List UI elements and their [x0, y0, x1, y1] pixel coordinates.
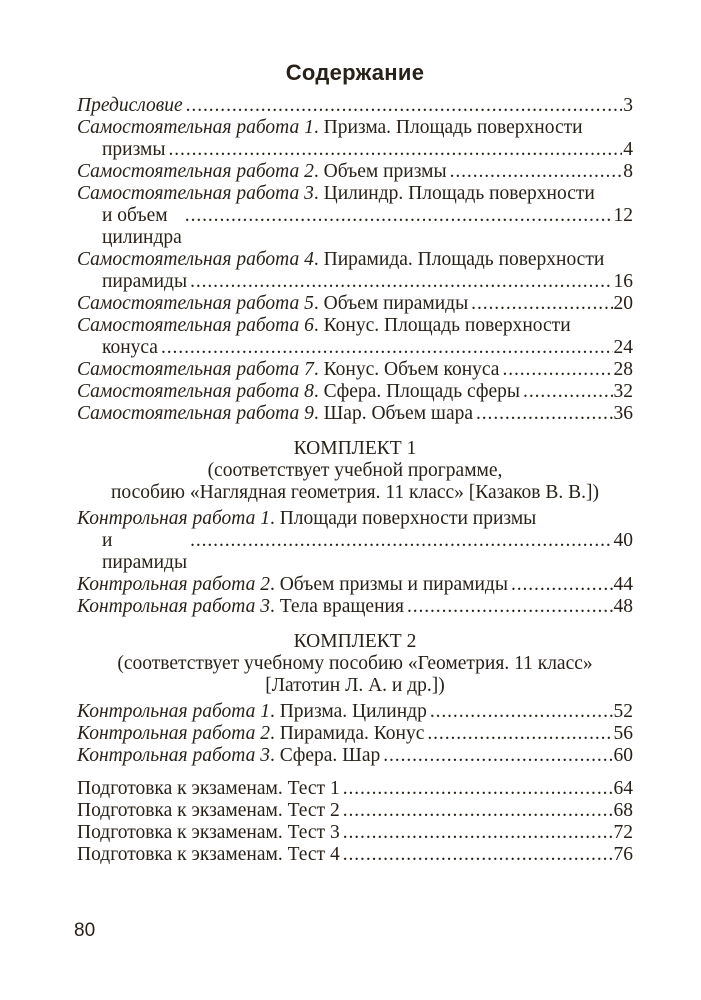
dotted-leader: [169, 139, 623, 161]
dotted-leader: [343, 822, 613, 844]
page-number-footer: 80: [74, 920, 96, 941]
entry-title-italic: Самостоятельная работа 2: [77, 161, 314, 182]
page-content: [77, 0, 633, 866]
toc-entry: [77, 381, 633, 403]
entry-title: [77, 359, 499, 381]
entry-line: [77, 745, 633, 767]
toc-entry: [77, 844, 633, 866]
entry-line: [77, 293, 633, 315]
toc-list: [77, 95, 633, 866]
entry-continuation-text: и пирамиды: [102, 530, 188, 573]
dotted-leader: [161, 337, 613, 359]
entry-title: [77, 508, 536, 529]
entry-continuation-line: [77, 271, 633, 293]
entry-line: [77, 701, 633, 723]
entry-continuation-text: конуса: [102, 337, 158, 358]
dotted-leader: [383, 745, 612, 767]
entry-continuation-text: и объем цилиндра: [102, 205, 182, 248]
entry-title-rest: Подготовка к экзаменам. Тест 2: [77, 800, 340, 821]
dotted-leader: [190, 530, 612, 552]
toc-entry: [77, 800, 633, 822]
entry-page-number: 36: [613, 403, 633, 424]
entry-page-number: 16: [613, 271, 633, 292]
toc-entry: [77, 701, 633, 723]
entry-continuation-line: [77, 530, 633, 574]
entry-line: [77, 723, 633, 745]
entry-title-rest: . Площади поверхности призмы: [269, 508, 537, 529]
entry-page-number: 24: [613, 337, 633, 358]
entry-title-rest: Подготовка к экзаменам. Тест 4: [77, 844, 340, 865]
entry-title-rest: . Пирамида. Площадь поверхности: [313, 249, 605, 270]
toc-entry: [77, 293, 633, 315]
entry-title-italic: Предисловие: [77, 95, 183, 116]
entry-title-rest: . Объем призмы и пирамиды: [269, 574, 508, 595]
entry-page-number: 4: [623, 139, 633, 160]
entry-page-number: 32: [613, 381, 633, 402]
entry-title: [77, 822, 340, 844]
dotted-leader: [185, 205, 613, 227]
entry-title-italic: Самостоятельная работа 6: [77, 315, 314, 336]
entry-title: [77, 800, 340, 822]
entry-title: [77, 574, 508, 596]
entry-title-rest: . Сфера. Площадь сферы: [313, 381, 521, 402]
entry-title-italic: Самостоятельная работа 9: [77, 403, 314, 424]
dotted-leader: [476, 403, 613, 425]
entry-line: [77, 844, 633, 866]
toc-entry: [77, 745, 633, 767]
entry-page-number: 48: [613, 596, 633, 617]
toc-entry: [77, 778, 633, 800]
entry-title: [77, 183, 595, 204]
dotted-leader: [502, 359, 612, 381]
entry-page-number: 12: [613, 205, 633, 226]
toc-entry: [77, 359, 633, 381]
entry-title-rest: . Призма. Цилиндр: [269, 701, 427, 722]
entry-page-number: 76: [613, 844, 633, 865]
entry-line: [77, 822, 633, 844]
entry-page-number: 56: [613, 723, 633, 744]
entry-line: [77, 161, 633, 183]
entry-continuation-line: [77, 337, 633, 359]
entry-page-number: 28: [613, 359, 633, 380]
toc-entry: [77, 315, 633, 359]
entry-title-italic: Самостоятельная работа 8: [77, 381, 314, 402]
entry-title: [77, 403, 473, 425]
dotted-leader: [407, 596, 613, 618]
toc-entry: [77, 596, 633, 618]
entry-title: [77, 381, 520, 403]
dotted-leader: [427, 723, 612, 745]
dotted-leader: [186, 95, 623, 117]
entry-title: [77, 778, 340, 800]
entry-title-italic: Контрольная работа 3: [77, 745, 270, 766]
entry-title-rest: . Шар. Объем шара: [313, 403, 473, 424]
toc-entry: [77, 574, 633, 596]
entry-line: [77, 574, 633, 596]
entry-line: [77, 315, 633, 337]
dotted-leader: [471, 293, 612, 315]
entry-continuation-line: [77, 205, 633, 249]
dotted-leader: [450, 161, 623, 183]
section-title: КОМПЛЕКТ 2: [293, 631, 417, 652]
entry-title-rest: . Объем призмы: [313, 161, 447, 182]
toc-entry: [77, 117, 633, 161]
entry-line: [77, 778, 633, 800]
toc-section-heading: [77, 631, 633, 697]
entry-page-number: 20: [613, 293, 633, 314]
entry-title: [77, 745, 380, 767]
dotted-leader: [343, 844, 613, 866]
entry-line: [77, 359, 633, 381]
entry-line: [77, 800, 633, 822]
entry-title-italic: Контрольная работа 1: [77, 508, 270, 529]
entry-line: [77, 508, 633, 530]
entry-title: [77, 315, 571, 336]
entry-title-italic: Контрольная работа 2: [77, 723, 270, 744]
section-subtitle: (соответствует учебной программе,: [207, 460, 503, 481]
entry-title-rest: . Сфера. Шар: [269, 745, 381, 766]
entry-line: [77, 117, 633, 139]
entry-page-number: 44: [613, 574, 633, 595]
section-subtitle: (соответствует учебному пособию «Геометрия. 11 класс»: [117, 653, 593, 674]
entry-line: [77, 596, 633, 618]
entry-title-italic: Самостоятельная работа 1: [77, 117, 314, 138]
entry-title: [77, 117, 583, 138]
entry-continuation-line: [77, 139, 633, 161]
entry-title-rest: . Конус. Объем конуса: [313, 359, 500, 380]
dotted-leader: [511, 574, 613, 596]
toc-entry: [77, 822, 633, 844]
entry-title: [77, 161, 447, 183]
entry-title-rest: . Пирамида. Конус: [269, 723, 425, 744]
toc-entry: [77, 183, 633, 249]
entry-page-number: 64: [613, 778, 633, 799]
entry-continuation-text: призмы: [102, 139, 166, 160]
toc-entry: [77, 161, 633, 183]
page-title: Содержание: [285, 60, 425, 85]
toc-section-heading: [77, 438, 633, 504]
section-title: КОМПЛЕКТ 1: [293, 438, 417, 459]
entry-title-rest: . Призма. Площадь поверхности: [313, 117, 583, 138]
entry-title-rest: Подготовка к экзаменам. Тест 3: [77, 822, 340, 843]
entry-title-rest: . Конус. Площадь поверхности: [313, 315, 571, 336]
dotted-leader: [430, 701, 613, 723]
dotted-leader: [190, 271, 612, 293]
entry-continuation-text: пирамиды: [102, 271, 188, 292]
entry-line: [77, 183, 633, 205]
entry-page-number: 3: [623, 95, 633, 116]
entry-page-number: 72: [613, 822, 633, 843]
entry-title: [77, 293, 468, 315]
entry-title-italic: Самостоятельная работа 4: [77, 249, 314, 270]
section-subtitle: пособию «Наглядная геометрия. 11 класс» [Казаков В. В.]): [110, 482, 599, 503]
toc-entry: [77, 403, 633, 425]
dotted-leader: [343, 778, 613, 800]
entry-title: [77, 95, 183, 117]
entry-title-rest: . Объем пирамиды: [313, 293, 469, 314]
entry-page-number: 40: [613, 530, 633, 551]
entry-page-number: 60: [613, 745, 633, 766]
entry-title-rest: . Тела вращения: [269, 596, 404, 617]
entry-title-italic: Самостоятельная работа 3: [77, 183, 314, 204]
entry-page-number: 68: [613, 800, 633, 821]
entry-title: [77, 701, 427, 723]
dotted-leader: [343, 800, 613, 822]
entry-title-italic: Контрольная работа 1: [77, 701, 270, 722]
entry-title-italic: Самостоятельная работа 7: [77, 359, 314, 380]
section-subtitle: [Латотин Л. А. и др.]): [265, 675, 445, 696]
toc-entry: [77, 723, 633, 745]
entry-title-italic: Контрольная работа 3: [77, 596, 270, 617]
entry-title-italic: Контрольная работа 2: [77, 574, 270, 595]
toc-entry: [77, 508, 633, 574]
entry-line: [77, 249, 633, 271]
entry-page-number: 8: [623, 161, 633, 182]
entry-title-rest: . Цилиндр. Площадь поверхности: [313, 183, 595, 204]
entry-title: [77, 596, 404, 618]
toc-entry: [77, 249, 633, 293]
entry-title-italic: Самостоятельная работа 5: [77, 293, 314, 314]
entry-line: [77, 381, 633, 403]
entry-title-rest: Подготовка к экзаменам. Тест 1: [77, 778, 340, 799]
dotted-leader: [523, 381, 612, 403]
entry-page-number: 52: [613, 701, 633, 722]
entry-line: [77, 95, 633, 117]
entry-title: [77, 844, 340, 866]
entry-line: [77, 403, 633, 425]
toc-entry: [77, 95, 633, 117]
entry-title: [77, 249, 604, 270]
entry-title: [77, 723, 424, 745]
